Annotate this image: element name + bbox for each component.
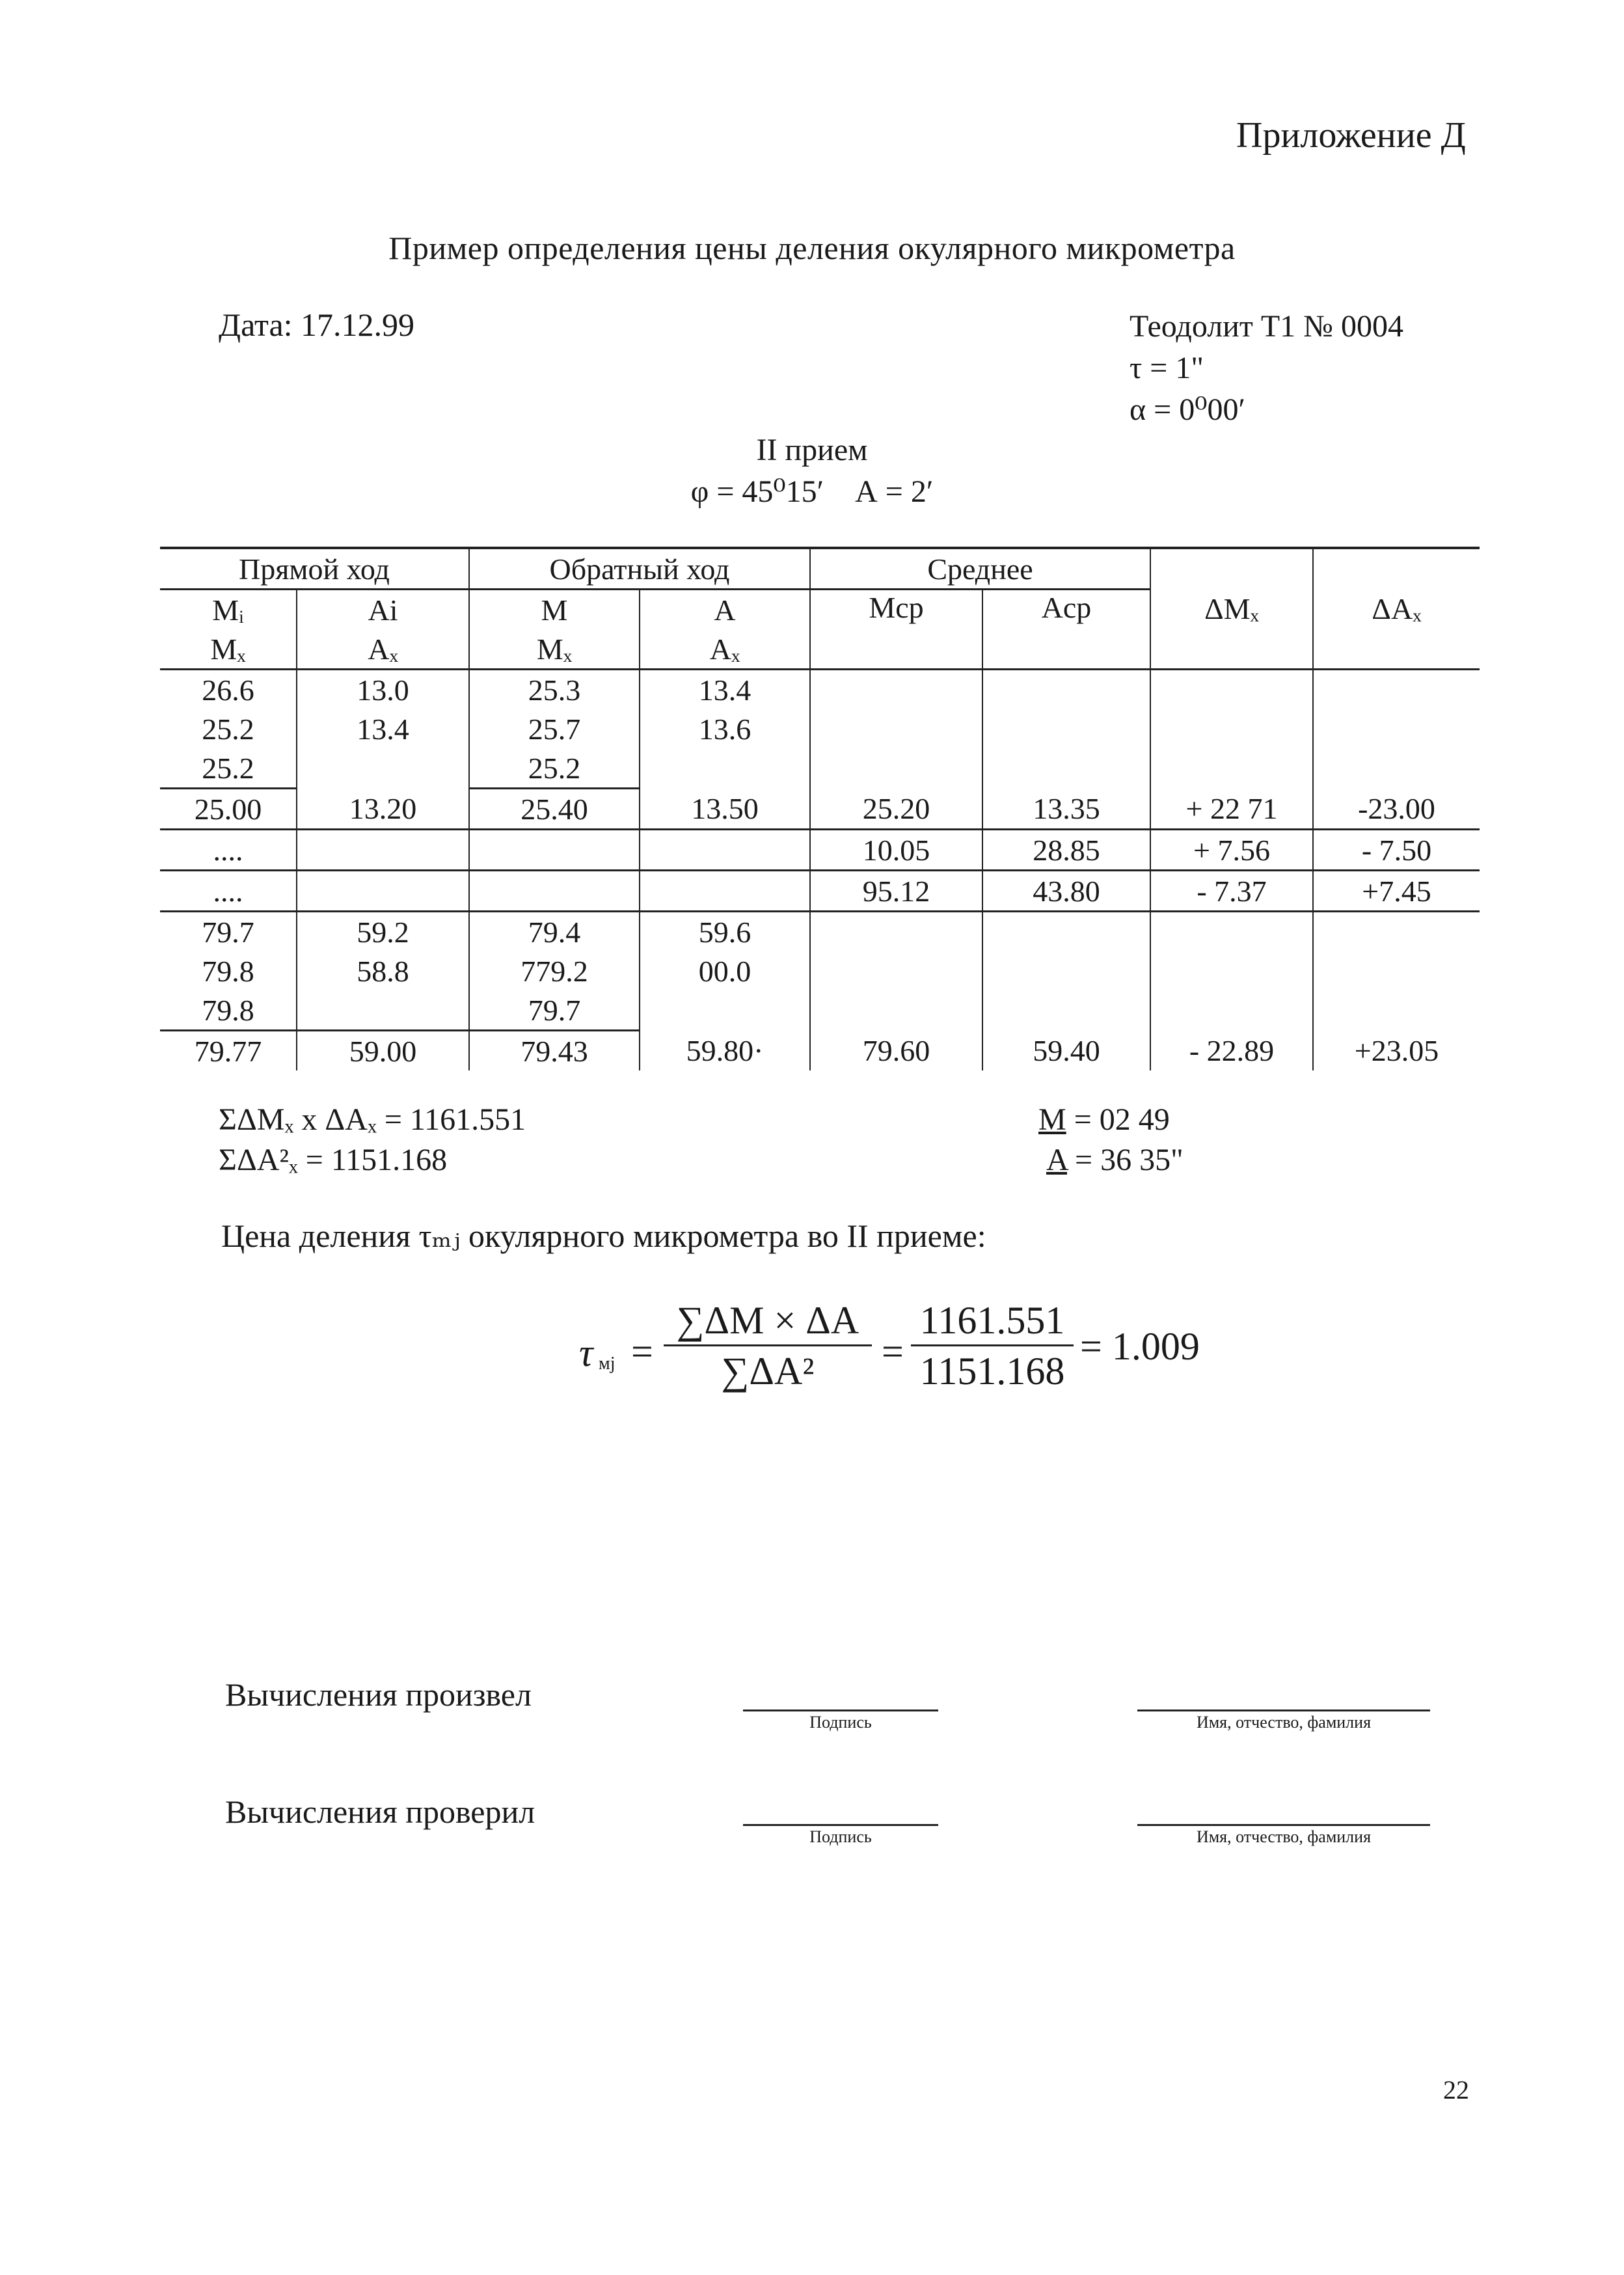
mean-m — [1038, 1100, 1184, 1140]
fraction-numerator: 1161.551 — [911, 1298, 1074, 1346]
table-row — [160, 709, 1480, 748]
table-cell — [1150, 990, 1313, 1031]
table-cell: 13.35 — [982, 789, 1150, 830]
table-cell — [1150, 709, 1313, 748]
col-head-dm: ΔMₓ — [1150, 548, 1313, 670]
table-cell: 13.0 — [297, 670, 469, 710]
table-cell: 10.05 — [810, 830, 982, 871]
theodolite-label: Теодолит Т1 № 0004 — [1130, 309, 1403, 344]
table-cell: - 7.50 — [1313, 830, 1480, 871]
table-cell — [640, 871, 810, 912]
table-cell — [1313, 912, 1480, 952]
group-backward: Обратный ход — [469, 548, 810, 590]
table-cell: 13.6 — [640, 709, 810, 748]
table-cell — [1313, 990, 1480, 1031]
page-number: 22 — [1443, 2075, 1469, 2105]
table-cell: - 22.89 — [1150, 1031, 1313, 1071]
table-cell: - 7.37 — [1150, 871, 1313, 912]
table-cell — [1313, 670, 1480, 710]
table-cell: 13.20 — [297, 789, 469, 830]
group-header-row — [160, 548, 1480, 590]
col-head-mi: Mᵢ — [160, 590, 297, 630]
table-cell: 25.2 — [202, 712, 254, 746]
table-cell — [1150, 670, 1313, 710]
table-cell: 59.80· — [640, 1031, 810, 1071]
table-cell — [810, 990, 982, 1031]
name-line — [1137, 1824, 1430, 1826]
table-cell — [810, 748, 982, 789]
name-caption: Имя, отчество, фамилия — [1196, 1713, 1372, 1732]
mean-m-value: = 02 49 — [1066, 1102, 1170, 1137]
table-cell: 59.2 — [297, 912, 469, 952]
table-cell: 25.2 — [202, 751, 254, 785]
group-mean: Среднее — [810, 548, 1150, 590]
equals-sign: = — [882, 1330, 904, 1373]
table-cell: 79.43 — [469, 1031, 640, 1071]
table-cell — [810, 912, 982, 952]
table-cell: +7.45 — [1313, 871, 1480, 912]
col-head-m: M — [469, 590, 640, 630]
table-cell: 59.00 — [297, 1031, 469, 1071]
table-cell: 58.8 — [297, 951, 469, 990]
signature-line — [743, 1710, 938, 1711]
mean-a — [1038, 1140, 1184, 1180]
equals-sign: = — [631, 1330, 653, 1373]
table-row — [160, 748, 1480, 789]
table-cell — [297, 830, 469, 871]
table-cell — [640, 830, 810, 871]
table-cell: .... — [160, 830, 297, 871]
table-cell — [1150, 912, 1313, 952]
table-cell — [1313, 748, 1480, 789]
table-cell: 28.85 — [982, 830, 1150, 871]
table-row — [160, 990, 1480, 1031]
formula-result: = 1.009 — [1080, 1325, 1200, 1368]
col-head-mcp: Mср — [810, 590, 982, 670]
tau-value: τ = 1" — [1130, 351, 1204, 385]
mean-a-label: A — [1046, 1143, 1068, 1177]
table-cell: + 22 71 — [1150, 789, 1313, 830]
table-cell: 79.7 — [469, 990, 640, 1031]
reception-label: II прием — [756, 433, 868, 467]
means-block — [1038, 1100, 1184, 1180]
table-cell — [810, 670, 982, 710]
table-cell — [1313, 951, 1480, 990]
table-cell — [469, 871, 640, 912]
sums-block — [219, 1100, 526, 1180]
table-cell: 79.4 — [469, 912, 640, 952]
signature-line — [743, 1824, 938, 1826]
name-line — [1137, 1710, 1430, 1711]
table-cell: 26.6 — [202, 673, 254, 707]
table-cell: 25.2 — [469, 748, 640, 789]
alpha-value: α = 0⁰00′ — [1130, 392, 1245, 427]
table-cell — [640, 748, 810, 789]
table-cell: 13.50 — [640, 789, 810, 830]
table-cell: 95.12 — [810, 871, 982, 912]
table-cell — [982, 670, 1150, 710]
signature-caption: Подпись — [809, 1827, 872, 1846]
col-head-da: ΔAₓ — [1313, 548, 1480, 670]
table-row — [160, 951, 1480, 990]
table-cell: 79.8 — [202, 993, 254, 1027]
table-cell: 79.60 — [810, 1031, 982, 1071]
instrument-info — [1130, 306, 1403, 431]
table-cell: 13.4 — [297, 709, 469, 748]
table-cell — [1150, 748, 1313, 789]
sub-head-ax: Aₓ — [297, 629, 469, 670]
table-cell: 25.20 — [810, 789, 982, 830]
signature-label-checked: Вычисления проверил — [225, 1793, 535, 1830]
group-forward: Прямой ход — [160, 548, 469, 590]
table-cell — [297, 748, 469, 789]
table-cell: 25.40 — [469, 789, 640, 830]
table-cell — [982, 951, 1150, 990]
measurement-table — [160, 547, 1480, 1070]
table-row — [160, 789, 1480, 830]
phi-a-values: φ = 45⁰15′ А = 2′ — [690, 474, 934, 509]
table-row — [160, 912, 1480, 952]
table-cell — [1313, 709, 1480, 748]
appendix-label: Приложение Д — [1236, 115, 1466, 156]
sub-head-mx: Mₓ — [160, 629, 297, 670]
table-cell — [810, 951, 982, 990]
fraction-symbolic — [664, 1298, 872, 1394]
table-cell — [810, 709, 982, 748]
sub-head-mk: Mₓ — [469, 629, 640, 670]
formula-lhs: τ — [579, 1331, 593, 1374]
formula-lhs-sub: мj — [599, 1354, 616, 1374]
name-caption: Имя, отчество, фамилия — [1196, 1827, 1372, 1846]
table-cell: 79.8 — [202, 954, 254, 988]
fraction-numeric — [911, 1298, 1074, 1394]
table-cell — [469, 830, 640, 871]
sum-da2: ΣΔA²ₓ = 1151.168 — [219, 1143, 448, 1177]
table-cell: 59.40 — [982, 1031, 1150, 1071]
table-cell: +23.05 — [1313, 1031, 1480, 1071]
reception-info — [0, 429, 1624, 513]
formula-description: Цена деления τₘⱼ окулярного микрометра во II приеме: — [221, 1218, 986, 1254]
table-cell: + 7.56 — [1150, 830, 1313, 871]
table-cell — [982, 748, 1150, 789]
table-row — [160, 830, 1480, 871]
col-head-acp: Aср — [982, 590, 1150, 670]
table-cell: 25.00 — [160, 789, 297, 830]
table-cell — [297, 871, 469, 912]
table-cell: 25.3 — [469, 670, 640, 710]
table-cell: 43.80 — [982, 871, 1150, 912]
fraction-denominator: 1151.168 — [919, 1350, 1065, 1393]
signature-label-performed: Вычисления произвел — [225, 1676, 532, 1713]
fraction-numerator: ∑ΔM × ΔA — [664, 1298, 872, 1346]
mean-a-value: = 36 35" — [1067, 1143, 1184, 1177]
table-cell: .... — [160, 871, 297, 912]
table-cell — [1150, 951, 1313, 990]
table-cell: 25.7 — [469, 709, 640, 748]
table-cell — [982, 990, 1150, 1031]
fraction-denominator: ∑ΔA² — [721, 1350, 815, 1393]
document-title: Пример определения цены деления окулярного микрометра — [388, 230, 1236, 266]
sum-dm-da: ΣΔMₓ x ΔAₓ = 1161.551 — [219, 1102, 526, 1137]
table-cell: -23.00 — [1313, 789, 1480, 830]
col-head-ai: Ai — [297, 590, 469, 630]
table-cell: 13.4 — [640, 670, 810, 710]
date-label: Дата: 17.12.99 — [219, 307, 415, 343]
table-cell — [982, 912, 1150, 952]
table-row — [160, 871, 1480, 912]
table-cell: 59.6 — [640, 912, 810, 952]
col-head-a: A — [640, 590, 810, 630]
table-cell: 79.7 — [202, 915, 254, 949]
table-row — [160, 1031, 1480, 1071]
table-cell — [297, 990, 469, 1031]
signature-caption: Подпись — [809, 1713, 872, 1732]
table-cell — [640, 990, 810, 1031]
table-cell: 779.2 — [469, 951, 640, 990]
table-cell: 79.77 — [160, 1031, 297, 1071]
mean-m-label: M — [1038, 1102, 1066, 1137]
table-cell: 00.0 — [640, 951, 810, 990]
sub-head-ak: Aₓ — [640, 629, 810, 670]
table-cell — [982, 709, 1150, 748]
table-row — [160, 670, 1480, 710]
